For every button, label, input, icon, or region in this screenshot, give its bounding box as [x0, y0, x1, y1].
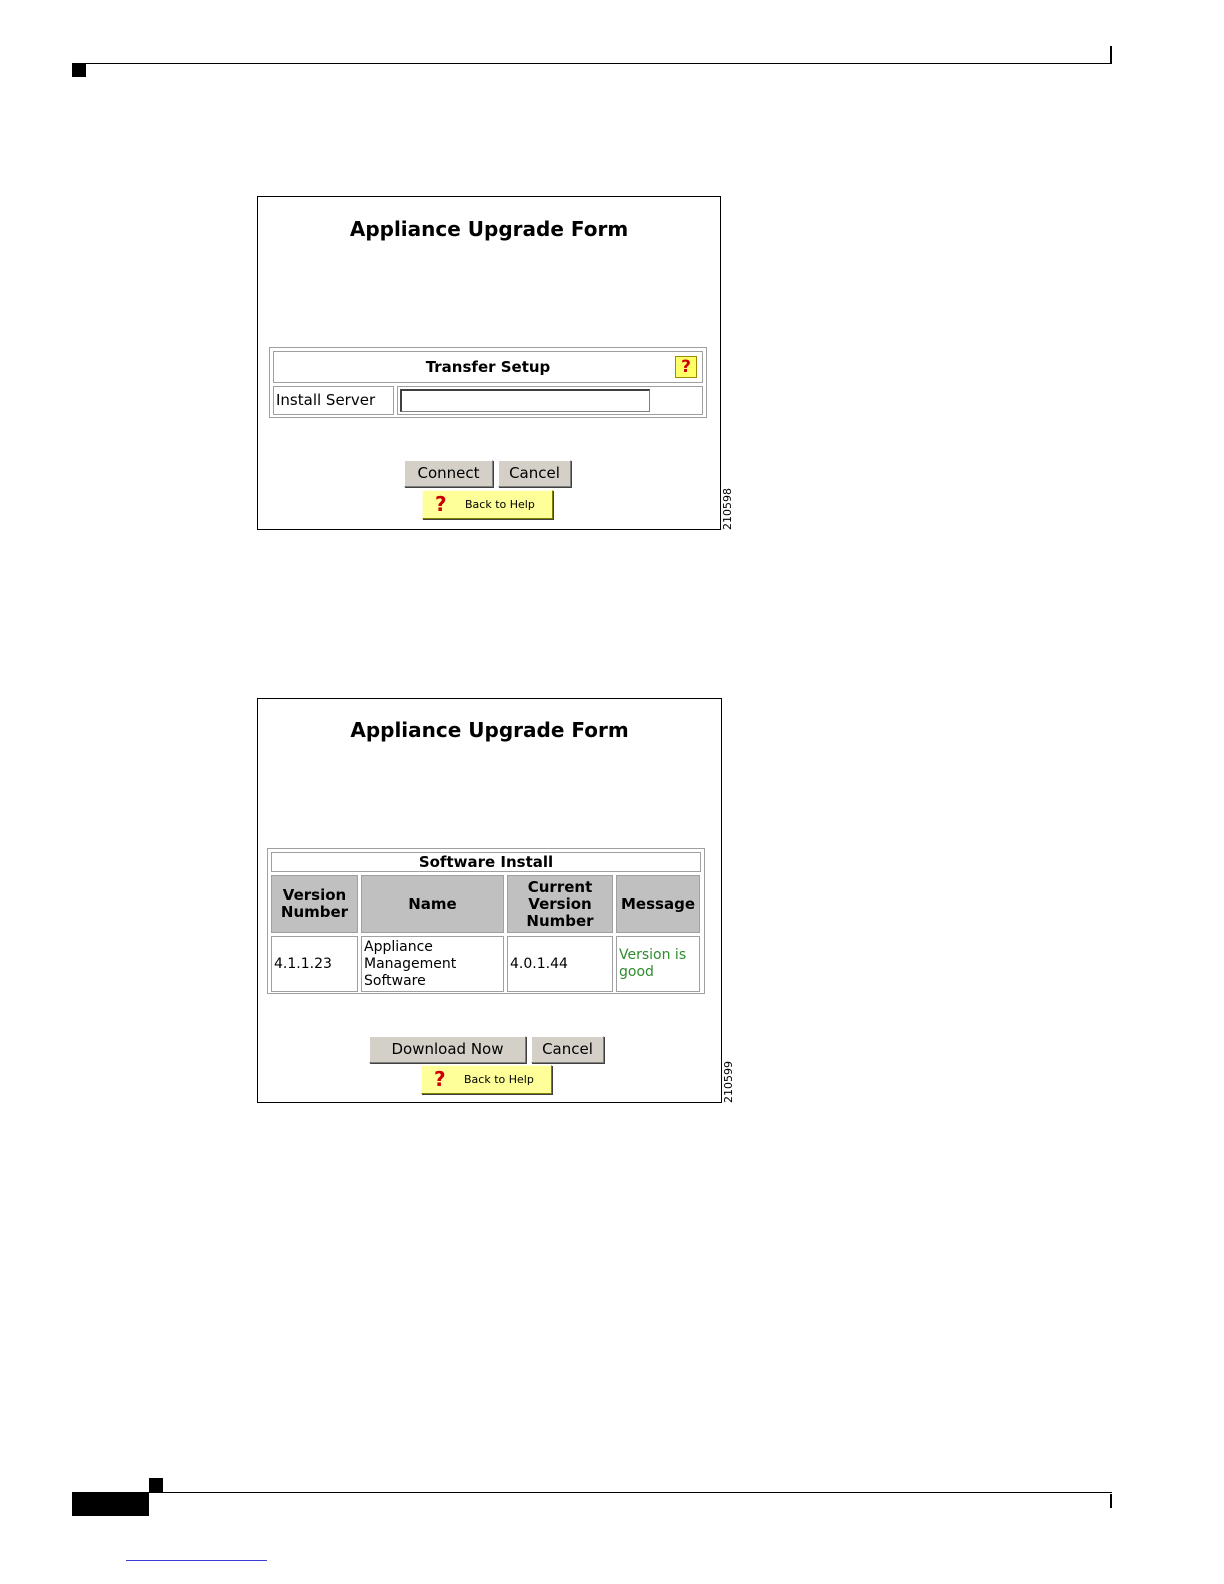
- question-mark-icon[interactable]: ?: [675, 356, 697, 378]
- software-install-header: Software Install: [271, 852, 701, 872]
- install-server-cell: [397, 386, 703, 415]
- figure-id: 210598: [721, 488, 734, 530]
- footer-marker: [149, 1478, 163, 1492]
- cancel-button[interactable]: Cancel: [498, 460, 571, 487]
- transfer-setup-title: Transfer Setup: [425, 358, 551, 376]
- install-server-input[interactable]: [400, 389, 650, 412]
- form-title: Appliance Upgrade Form: [350, 718, 629, 742]
- software-install-table: [267, 848, 705, 994]
- appliance-upgrade-form-install: [257, 698, 722, 1103]
- help-question-icon: ?: [434, 1067, 446, 1091]
- back-to-help-label: Back to Help: [464, 1073, 534, 1086]
- install-server-label: Install Server: [273, 386, 394, 415]
- header-tick: [1110, 46, 1112, 64]
- cancel-button[interactable]: Cancel: [531, 1036, 604, 1063]
- help-question-icon: ?: [435, 492, 447, 516]
- table-cell: Appliance Management Software: [361, 936, 504, 992]
- column-header: Name: [361, 875, 504, 933]
- table-cell: 4.1.1.23: [271, 936, 358, 992]
- column-header: Message: [616, 875, 700, 933]
- header-rule: [72, 63, 1112, 64]
- column-header: Version Number: [271, 875, 358, 933]
- transfer-setup-table: [269, 347, 707, 418]
- transfer-setup-header: [273, 351, 703, 383]
- header-marker: [72, 64, 86, 77]
- footer-bar: [72, 1492, 149, 1516]
- table-cell: 4.0.1.44: [507, 936, 613, 992]
- back-to-help-label: Back to Help: [465, 498, 535, 511]
- column-header: Current Version Number: [507, 875, 613, 933]
- footer-rule: [72, 1492, 1112, 1493]
- download-now-button[interactable]: Download Now: [369, 1036, 526, 1063]
- appliance-upgrade-form-transfer: [257, 196, 721, 530]
- back-to-help-button[interactable]: [421, 1065, 552, 1094]
- back-to-help-button[interactable]: [422, 490, 553, 519]
- footer-tick: [1110, 1494, 1112, 1508]
- status-message: Version is good: [616, 936, 700, 992]
- connect-button[interactable]: Connect: [404, 460, 493, 487]
- footer-link-underline[interactable]: [126, 1560, 267, 1561]
- figure-id: 210599: [722, 1061, 735, 1103]
- form-title: Appliance Upgrade Form: [349, 217, 629, 241]
